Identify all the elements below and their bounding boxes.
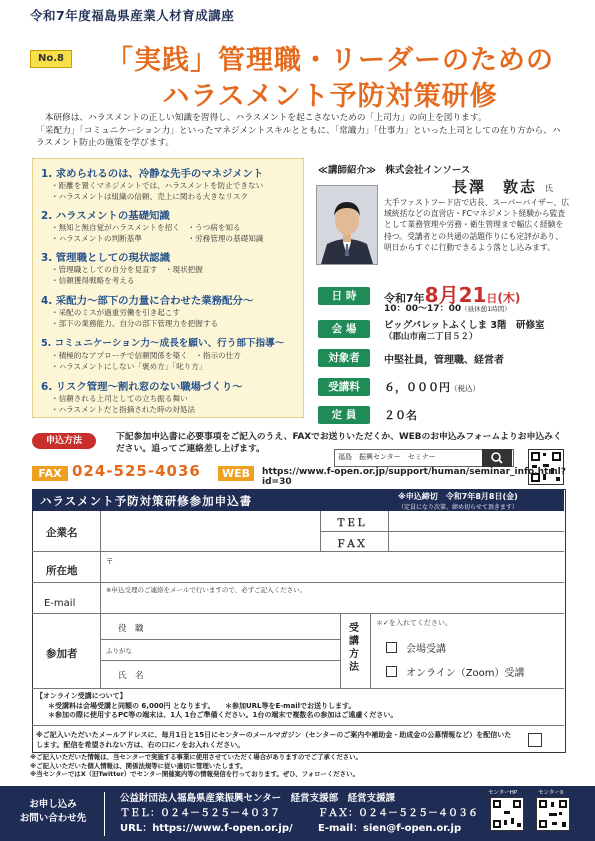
break-note: （昼休憩1時間） — [461, 305, 511, 313]
name-field[interactable] — [160, 662, 338, 687]
furigana-field[interactable] — [140, 641, 338, 659]
date-big: 8月21 — [424, 283, 487, 307]
form-title: ハラスメント予防対策研修参加申込書 — [40, 494, 253, 508]
online-checkbox[interactable] — [386, 666, 397, 677]
title-line-1: 「実践」管理職・リーダーのための — [106, 45, 554, 76]
curriculum-heading-6: 6. リスク管理～割れ窓のない職場づくり～ — [41, 381, 243, 393]
footer-tel: ＴＥＬ：０２４－５２５－４０３７ — [120, 808, 280, 819]
intro-text — [36, 112, 566, 150]
search-icon — [482, 449, 512, 467]
qr-hp-label: センターHP — [488, 790, 518, 796]
fax-field[interactable] — [390, 533, 562, 550]
curriculum-box — [32, 158, 304, 418]
footnote: ※ご記入いただいた個人情報は、関係法規等に従い適切に管理いたします。 — [30, 761, 247, 770]
position-label: 役 職 — [118, 624, 144, 634]
fee-value — [384, 379, 480, 395]
search-button[interactable] — [482, 449, 512, 467]
contact-heading: お申し込み お問い合わせ先 — [19, 799, 87, 824]
qr-code-hp — [490, 797, 524, 831]
curriculum-heading-4: 4. 采配力～部下の力量に合わせた業務配分～ — [41, 295, 254, 307]
date-prefix: 令和7年 — [384, 292, 425, 305]
fax-number: 024-525-4036 — [72, 462, 201, 480]
curriculum-heading-2: 2. ハラスメントの基礎知識 — [41, 210, 170, 222]
org-name: 公益財団法人福島県産業振興センター 経営支援部 経営支援課 — [120, 793, 396, 804]
target-label: 対象者 — [318, 349, 370, 367]
qr-x-label: センターX — [538, 790, 564, 796]
online-option: オンライン（Zoom）受講 — [406, 668, 525, 679]
capacity-value: ２０名 — [384, 409, 417, 422]
footer-email[interactable]: E-mail：sien@f-open.or.jp — [318, 823, 462, 834]
fee-tax: （税込） — [450, 384, 480, 393]
venue-checkbox[interactable] — [386, 642, 397, 653]
tel-field[interactable] — [390, 512, 562, 530]
position-field[interactable] — [160, 615, 338, 638]
time-value — [384, 301, 511, 314]
venue-label: 会 場 — [318, 320, 370, 338]
name-label: 氏 名 — [118, 671, 144, 681]
curriculum-heading-5: 5. コミュニケーション力～成長を願い、行う部下指導～ — [41, 338, 285, 349]
title-line-2: ハラスメント予防対策研修 — [162, 81, 498, 112]
venue-option: 会場受講 — [406, 644, 446, 655]
curriculum-heading-3: 3. 管理職としての現状認識 — [41, 252, 171, 264]
web-url-link[interactable]: https://www.f-open.or.jp/support/human/seminar_info.html?id=30 — [262, 467, 566, 487]
intro-paragraph-1: 本研修は、ハラスメントの正しい知識を習得し、ハラスメントを起こさないための「上司力」の向上を図ります。 — [44, 113, 487, 123]
furigana-label: ふりがな — [106, 647, 132, 655]
online-note-line: ＊参加の際に使用するPC等の端末は、1人 1台ご準備ください。1台の端末で複数名の参加はご遠慮ください。 — [48, 711, 398, 719]
email-label: E-mail — [44, 598, 76, 609]
online-notes — [36, 692, 560, 721]
date-day: 日 — [486, 292, 498, 305]
lecturer-description: 大手ファストフード店で店長、スーパーバイザー、広域統括などの直営店・FCマネジメント経験から監査として業務管理や労務・衛生管理まで幅広く経験を持つ。受講者との共通の話題作りにも定評があり、明日からすぐに行動できるよう落とし込みます。 — [384, 198, 570, 252]
lecturer-photo — [316, 185, 378, 265]
footer-url[interactable]: URL：https://www.f-open.or.jp/ — [120, 823, 293, 834]
lecturer-heading: ≪講師紹介≫ 株式会社インソース — [318, 165, 471, 176]
participant-label: 参加者 — [46, 648, 78, 660]
curriculum-heading-1: 1. 求められるのは、冷静な先手のマネジメント — [41, 168, 264, 180]
venue-value: ビッグパレットふくしま 3階 研修室 — [384, 320, 545, 331]
method-label: 受講方法 — [349, 623, 359, 673]
curriculum-detail: ・無知と無自覚がハラスメントを招く ・うつ病を知る — [51, 223, 241, 232]
curriculum-detail: ・信頼獲得戦略を考える — [51, 276, 135, 285]
footnotes — [30, 753, 570, 779]
curriculum-detail: ・信頼される上司としての立ち振る舞い — [51, 394, 188, 403]
curriculum-detail: ・ハラスメントだと指摘された時の対処法 — [51, 405, 196, 414]
newsletter-note: ※ご記入いただいたメールアドレスに、毎月1日と15日にセンターのメールマガジン（センターのご案内や補助金・助成金の公募情報など）を配信いたします。配信を希望されない方は、右の口に✓をお入れください。 — [36, 731, 512, 749]
intro-paragraph-2: 「采配力」「コミュニケーション力」といったマネジメントスキルとともに、「常識力」「仕事力」といった上司としての在り方から、ハラスメント防止の施策を学びます。 — [36, 125, 561, 148]
form-deadline: ※申込締切 令和7年8月8日(金) — [398, 492, 518, 501]
apply-method-badge: 申込方法 — [32, 433, 96, 449]
apply-instructions: 下記参加申込書に必要事項をご記入のうえ、FAXでお送りいただくか、WEBのお申込みフォームよりお申込みください。追ってご連絡差し上げます。 — [116, 432, 562, 454]
curriculum-detail: ・部下の業務能力、自分の部下管理力を把握する — [51, 319, 219, 328]
curriculum-detail: ・距離を置くマネジメントでは、ハラスメントを防止できない — [51, 181, 264, 190]
date-label: 日 時 — [318, 287, 370, 305]
web-label: WEB — [218, 466, 254, 481]
address-label: 所在地 — [46, 565, 78, 577]
curriculum-detail: ・管理職としての自分を見直す ・現状把握 — [51, 265, 203, 274]
capacity-label: 定 員 — [318, 406, 370, 424]
curriculum-detail: ・ハラスメントの判断基準 ・労務管理の基礎知識 — [51, 234, 264, 243]
footnote: ※ご記入いただいた情報は、当センターで実施する事業に使用させていただく場合がありますのでご了承ください。 — [30, 753, 362, 761]
fee-amount: ６，０００円 — [384, 381, 450, 394]
email-note: ※申込受理のご連絡をメールで行いますので、必ずご記入ください。 — [106, 586, 307, 594]
time-range: 10：00～17：00 — [384, 304, 462, 314]
curriculum-detail: ・采配のミスが過重労働を引き起こす — [51, 308, 181, 317]
curriculum-detail: ・ハラスメントは組織の信頼、売上に関わる大きなリスク — [51, 192, 249, 201]
company-field[interactable] — [102, 512, 318, 550]
footer-fax: ＦＡＸ：０２４－５２５－４０３６ — [318, 808, 478, 819]
fee-label: 受講料 — [318, 378, 370, 396]
email-field[interactable] — [102, 594, 562, 612]
company-label: 企業名 — [46, 527, 78, 539]
online-note-line: ＊受講料は会場受講と同額の 6,000円 となります。 ＊参加URL等をE-mailでお送りします。 — [48, 701, 356, 710]
curriculum-detail: ・積極的なアプローチで信頼関係を築く ・指示の仕方 — [51, 351, 241, 360]
method-note: ＊✓を入れてください。 — [376, 619, 452, 627]
tel-label: ＴＥＬ — [336, 518, 366, 529]
course-series: 令和7年度福島県産業人材育成講座 — [30, 8, 235, 23]
fax-label: FAX — [32, 466, 68, 481]
online-notes-title: 【オンライン受講について】 — [36, 692, 127, 700]
newsletter-optout-checkbox[interactable] — [528, 733, 542, 747]
curriculum-detail: ・ハラスメントにしない「褒め方」「叱り方」 — [51, 362, 207, 371]
venue-address: （郡山市南二丁目５２） — [384, 332, 478, 342]
date-weekday: (木) — [497, 291, 521, 305]
course-number-badge: No.8 — [30, 50, 72, 68]
footnote: ※当センターではX（旧Twitter）でセンター開催案内等の情報発信を行っております。ぜひ、フォローください。 — [30, 770, 359, 779]
target-value: 中堅社員，管理職、経営者 — [384, 355, 504, 366]
postal-mark: 〒 — [106, 557, 114, 566]
address-field[interactable] — [102, 553, 562, 581]
search-box-text: 福島 振興センター セミナー — [338, 453, 436, 461]
form-deadline-note: （定員になり次第、締め切らせて頂きます） — [398, 504, 518, 511]
lecturer-name: 長澤 敦志 — [452, 178, 538, 196]
fax-field-label: ＦＡＸ — [336, 539, 366, 550]
qr-code-x — [536, 797, 570, 831]
lecturer-honorific: 氏 — [545, 184, 553, 193]
